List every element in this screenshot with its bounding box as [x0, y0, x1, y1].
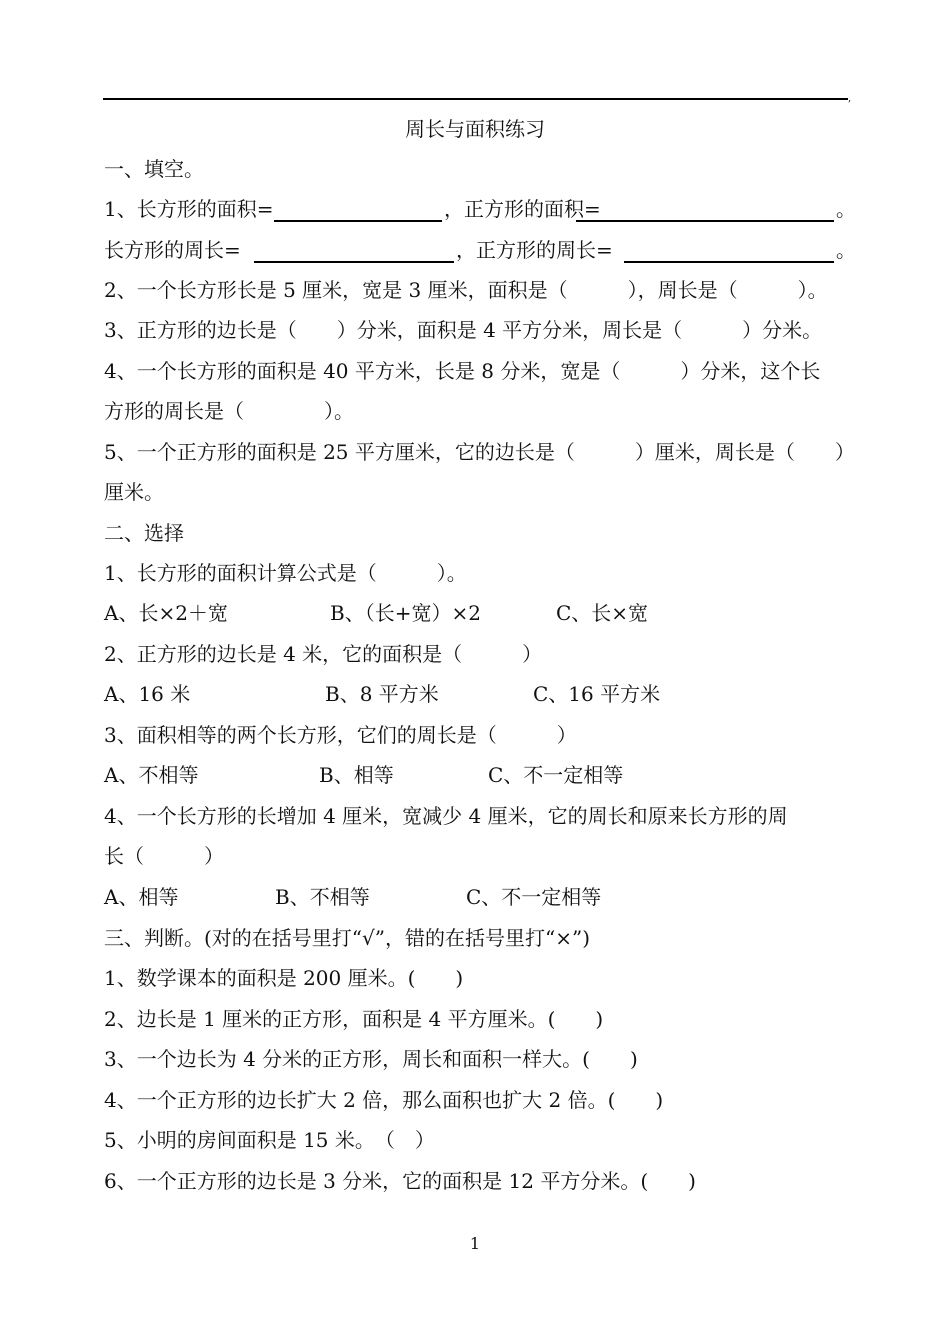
s2-q2-option-c[interactable]: C、16 平方米 [533, 682, 661, 706]
s2-q4-line2: 长（ ） [104, 844, 224, 868]
s2-q3: 3、面积相等的两个长方形，它们的周长是（ ） [104, 723, 577, 747]
s2-q4-option-b[interactable]: B、不相等 [275, 885, 370, 909]
s2-q3-option-c[interactable]: C、不一定相等 [488, 763, 624, 787]
s2-q1-option-c[interactable]: C、长×宽 [556, 601, 649, 625]
page-number: 1 [469, 1234, 481, 1253]
s2-q4-option-a[interactable]: A、相等 [104, 885, 179, 909]
s1-q5-line1: 5、一个正方形的面积是 25 平方厘米，它的边长是（ ）厘米，周长是（ ） [104, 440, 855, 464]
s2-q3-option-b[interactable]: B、相等 [319, 763, 394, 787]
page-title: 周长与面积练习 [405, 117, 545, 141]
s2-q4-line1: 4、一个长方形的长增加 4 厘米，宽减少 4 厘米，它的周长和原来长方形的周 [104, 804, 788, 828]
s2-q3-options [104, 760, 854, 790]
section2-heading: 二、选择 [104, 521, 184, 545]
s2-q2: 2、正方形的边长是 4 米，它的面积是（ ） [104, 642, 543, 666]
s2-q3-option-a[interactable]: A、不相等 [104, 763, 199, 787]
s2-q2-options [104, 679, 854, 709]
rect-area-blank[interactable] [274, 198, 442, 222]
s2-q2-option-b[interactable]: B、8 平方米 [325, 682, 439, 706]
s1-q3: 3、正方形的边长是（ ）分米，面积是 4 平方分米，周长是（ ）分米。 [104, 318, 823, 342]
s2-q1-option-b[interactable]: B、（长+宽）×2 [330, 601, 481, 625]
s2-q2-option-a[interactable]: A、16 米 [104, 682, 191, 706]
q1a-mid: ，正方形的面积= [444, 197, 601, 221]
q1b-end: 。 [836, 238, 856, 262]
s2-q1-option-a[interactable]: A、长×2＋宽 [104, 601, 228, 625]
s3-item-1: 1、数学课本的面积是 200 厘米。( ) [104, 966, 464, 990]
q1a-prefix: 1、长方形的面积= [104, 197, 274, 221]
header-rule-dot: , [848, 93, 852, 104]
rect-perimeter-blank[interactable] [254, 239, 454, 263]
section3-heading: 三、判断。(对的在括号里打“√”，错的在括号里打“×”) [104, 926, 591, 950]
q1a-end: 。 [836, 197, 856, 221]
s3-item-4: 4、一个正方形的边长扩大 2 倍，那么面积也扩大 2 倍。( ) [104, 1088, 664, 1112]
q1b-mid: ，正方形的周长= [456, 238, 613, 262]
s2-q4-option-c[interactable]: C、不一定相等 [466, 885, 602, 909]
q1a-line [104, 194, 854, 224]
s2-q1-options [104, 598, 854, 628]
s1-q4-line2: 方形的周长是（ ）。 [104, 399, 354, 423]
q1b-line [104, 235, 854, 265]
section1-heading: 一、填空。 [104, 157, 204, 181]
s1-q2: 2、一个长方形长是 5 厘米，宽是 3 厘米，面积是（ ），周长是（ ）。 [104, 278, 828, 302]
s3-item-3: 3、一个边长为 4 分米的正方形，周长和面积一样大。( ) [104, 1047, 638, 1071]
q1b-prefix: 长方形的周长= [104, 238, 241, 262]
s2-q1: 1、长方形的面积计算公式是（ ）。 [104, 561, 467, 585]
s3-item-5: 5、小明的房间面积是 15 米。 （ ） [104, 1128, 435, 1152]
square-area-blank[interactable] [576, 198, 834, 222]
s3-item-2: 2、边长是 1 厘米的正方形，面积是 4 平方厘米。( ) [104, 1007, 604, 1031]
s1-q4-line1: 4、一个长方形的面积是 40 平方米，长是 8 分米，宽是（ ）分米，这个长 [104, 359, 821, 383]
square-perimeter-blank[interactable] [624, 239, 834, 263]
header-rule [103, 98, 848, 100]
s1-q5-line2: 厘米。 [104, 480, 164, 504]
s2-q4-options [104, 882, 854, 912]
s3-item-6: 6、一个正方形的边长是 3 分米，它的面积是 12 平方分米。( ) [104, 1169, 696, 1193]
